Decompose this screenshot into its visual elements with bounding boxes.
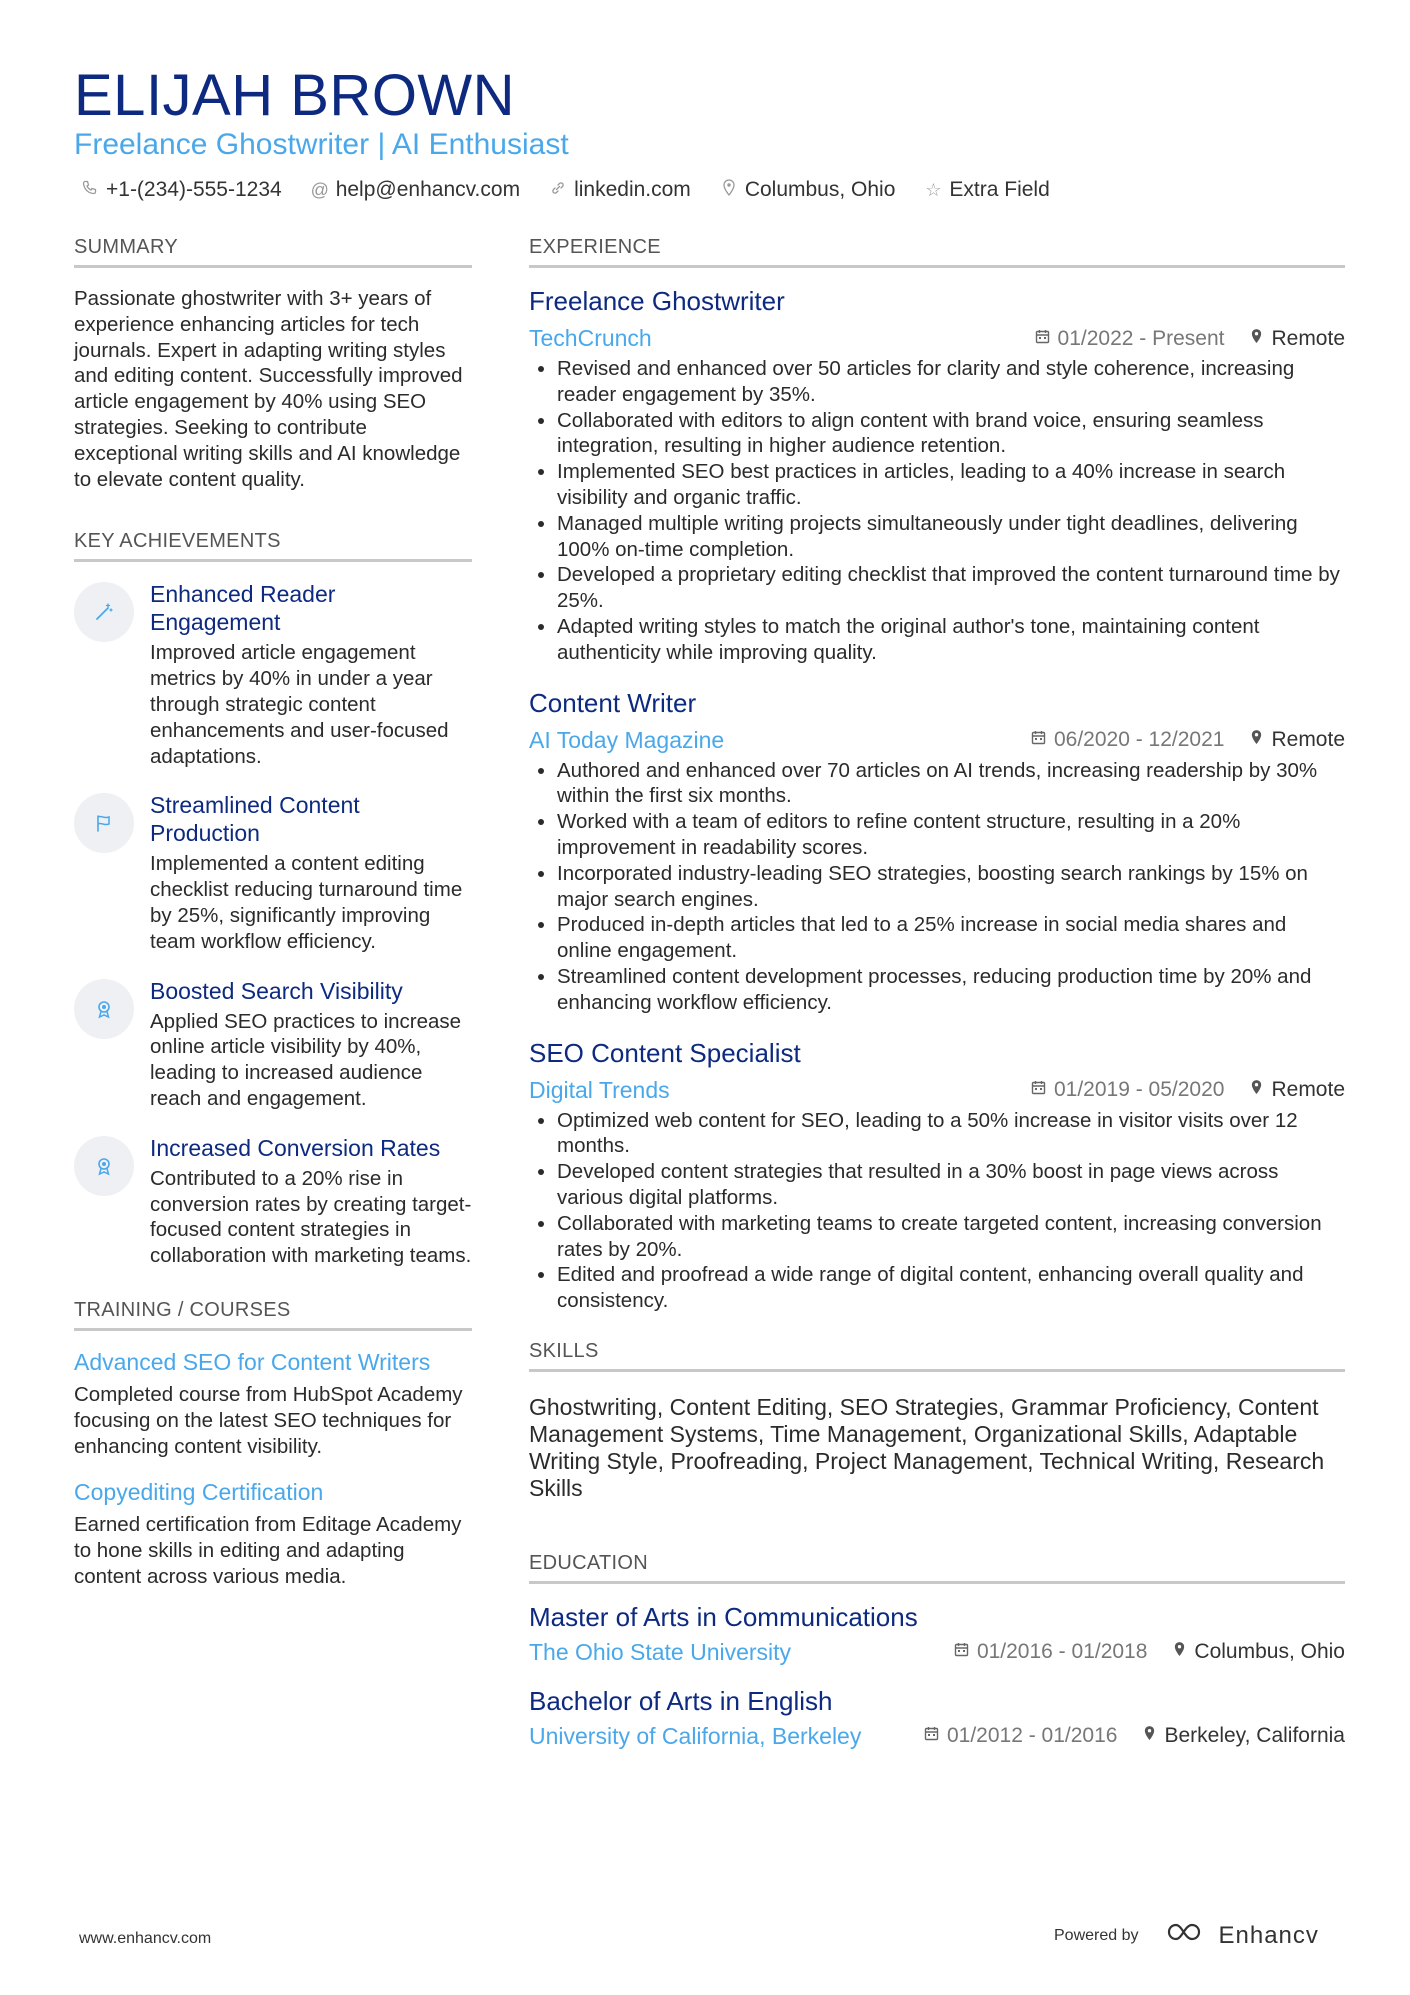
job-bullet: • Produced in-depth articles that led to a 25% increase in social media shares and online engagement. — [557, 912, 1345, 964]
magic-wand-icon — [74, 582, 134, 642]
award-icon — [74, 1136, 134, 1196]
location-icon — [1173, 1641, 1186, 1663]
education-date-text: 01/2016 - 01/2018 — [976, 1640, 1148, 1664]
education-location — [1173, 1640, 1345, 1664]
phone-icon — [80, 180, 100, 201]
course-item — [74, 1479, 472, 1589]
job-location — [1250, 327, 1345, 351]
job-bullet: • Adapted writing styles to match the original author's tone, maintaining content authenticity while improving quality. — [557, 614, 1345, 666]
calendar-icon — [1031, 1080, 1046, 1100]
achievement-item — [74, 1134, 472, 1269]
education-date — [924, 1724, 1117, 1748]
job-bullet: • Implemented SEO best practices in articles, leading to a 40% increase in search visibility and organic traffic. — [557, 459, 1345, 511]
achievement-title: Increased Conversion Rates — [150, 1134, 441, 1161]
award-icon — [74, 979, 134, 1039]
calendar-icon — [954, 1642, 969, 1662]
location-icon — [1250, 729, 1263, 751]
job-bullet: • Worked with a team of editors to refine content structure, resulting in a 20% improvement in readability scores. — [557, 809, 1345, 861]
achievement-text: Improved article engagement metrics by 40% in under a year through strategic content enhancements and user-focused adaptations. — [150, 641, 449, 768]
education-meta — [529, 1723, 1345, 1750]
job-bullet: • Developed a proprietary editing checklist that improved the content turnaround time by 25%. — [557, 562, 1345, 614]
skills-heading: SKILLS — [529, 1340, 1345, 1372]
education-location-text: Berkeley, California — [1164, 1724, 1345, 1748]
job-date — [1031, 1078, 1224, 1102]
summary-text: Passionate ghostwriter with 3+ years of experience enhancing articles for tech journals. Expert in adapting writing styles and editing content. Successfully improved article engagement by 40% using SEO strategies. Seeking to contribute exceptional writing skills and AI knowledge to elevate content quality. — [74, 287, 463, 491]
job-entry — [529, 1038, 1345, 1314]
job-entry — [529, 286, 1345, 666]
location-icon — [1250, 1079, 1263, 1101]
calendar-icon — [924, 1726, 939, 1746]
contact-location-text: Columbus, Ohio — [744, 178, 896, 201]
enhancv-logo-icon — [1165, 1920, 1211, 1951]
achievement-item — [74, 580, 472, 769]
contact-email[interactable] — [310, 178, 520, 202]
job-title: Freelance Ghostwriter — [529, 286, 785, 316]
job-bullet: • Collaborated with marketing teams to create targeted content, increasing conversion rates by 20%. — [557, 1211, 1345, 1263]
contact-linkedin[interactable] — [548, 178, 691, 202]
job-bullets — [529, 758, 1345, 1016]
job-bullet: • Edited and proofread a wide range of digital content, enhancing overall quality and consistency. — [557, 1262, 1345, 1314]
summary-section — [74, 236, 472, 492]
job-location-text: Remote — [1271, 728, 1345, 752]
education-section — [529, 1552, 1345, 1750]
candidate-name: ELIJAH BROWN — [74, 63, 516, 128]
job-meta — [529, 727, 1345, 754]
contact-email-text: help@enhancv.com — [335, 178, 521, 201]
skills-text: Ghostwriting, Content Editing, SEO Strategies, Grammar Proficiency, Content Management Systems, Time Management, Organizational Skills, Adaptable Writing Style, Proofreading, Project Management, Technical Writing, Research Skills — [529, 1393, 1325, 1501]
footer-website[interactable]: www.enhancv.com — [79, 1930, 212, 1947]
course-item — [74, 1349, 472, 1459]
location-icon — [1143, 1725, 1156, 1747]
achievement-item — [74, 977, 472, 1112]
contact-phone-text: +1-(234)-555-1234 — [106, 178, 282, 201]
job-entry — [529, 688, 1345, 1016]
job-date — [1035, 327, 1225, 351]
achievements-section — [74, 530, 472, 1269]
brand-logo[interactable] — [1165, 1920, 1319, 1951]
degree-title: Master of Arts in Communications — [529, 1601, 918, 1632]
company-name: TechCrunch — [529, 325, 652, 351]
calendar-icon — [1031, 730, 1046, 750]
job-title: SEO Content Specialist — [529, 1037, 801, 1068]
job-bullets — [529, 1108, 1345, 1314]
achievements-heading: KEY ACHIEVEMENTS — [74, 530, 472, 562]
job-bullet: • Incorporated industry-leading SEO strategies, boosting search rankings by 15% on major search engines. — [557, 861, 1345, 913]
training-heading: TRAINING / COURSES — [74, 1299, 472, 1331]
link-icon — [548, 180, 568, 201]
job-bullet: • Developed content strategies that resulted in a 30% boost in page views across various digital platforms. — [557, 1159, 1345, 1211]
course-text: Earned certification from Editage Academy to hone skills in editing and adapting content across various media. — [74, 1513, 462, 1588]
job-bullet: • Authored and enhanced over 70 articles on AI trends, increasing readership by 30% within the first six months. — [557, 758, 1345, 810]
at-icon: @ — [310, 179, 329, 200]
education-location-text: Columbus, Ohio — [1194, 1640, 1345, 1664]
footer-branding — [1054, 1920, 1319, 1951]
job-date — [1031, 728, 1224, 752]
achievement-text: Applied SEO practices to increase online article visibility by 40%, leading to increased audience reach and engagement. — [150, 1009, 462, 1110]
company-name: AI Today Magazine — [529, 726, 725, 753]
course-title: Copyediting Certification — [74, 1479, 324, 1506]
job-meta — [529, 1077, 1345, 1104]
job-bullet: • Optimized web content for SEO, leading to a 50% increase in visitor visits over 12 months. — [557, 1108, 1345, 1160]
left-column — [74, 236, 472, 1610]
job-location-text: Remote — [1271, 1078, 1345, 1102]
job-bullet: • Streamlined content development processes, reducing production time by 20% and enhancing workflow efficiency. — [557, 964, 1345, 1016]
skills-section — [529, 1340, 1345, 1502]
location-icon — [719, 179, 739, 202]
education-entry — [529, 1602, 1345, 1666]
star-icon: ☆ — [925, 179, 942, 200]
job-bullet: • Revised and enhanced over 50 articles for clarity and style coherence, increasing reader engagement by 35%. — [557, 356, 1345, 408]
candidate-tagline: Freelance Ghostwriter | AI Enthusiast — [74, 128, 569, 161]
summary-heading: SUMMARY — [74, 236, 472, 268]
calendar-icon — [1035, 329, 1050, 349]
contact-phone[interactable] — [80, 178, 282, 202]
training-section — [74, 1299, 472, 1590]
education-meta — [529, 1639, 1345, 1666]
education-entry — [529, 1686, 1345, 1750]
course-text: Completed course from HubSpot Academy focusing on the latest SEO techniques for enhancing content visibility. — [74, 1382, 463, 1458]
achievement-item — [74, 791, 472, 954]
achievement-title: Streamlined Content Production — [150, 792, 360, 847]
achievement-title: Enhanced Reader Engagement — [150, 581, 336, 636]
job-location — [1250, 1078, 1345, 1102]
education-date-text: 01/2012 - 01/2016 — [946, 1724, 1118, 1748]
powered-by-text: Powered by — [1054, 1926, 1139, 1944]
job-bullet: • Managed multiple writing projects simultaneously under tight deadlines, delivering 100% on-time completion. — [557, 511, 1345, 563]
job-location — [1250, 728, 1345, 752]
experience-section — [529, 236, 1345, 1314]
contact-extra-text: Extra Field — [949, 178, 1050, 201]
degree-title: Bachelor of Arts in English — [529, 1685, 833, 1716]
education-date — [954, 1640, 1147, 1664]
course-title: Advanced SEO for Content Writers — [74, 1348, 431, 1375]
achievement-text: Contributed to a 20% rise in conversion rates by creating target-focused content strategies in collaboration with marketing teams. — [150, 1166, 472, 1268]
contact-linkedin-text: linkedin.com — [574, 178, 691, 201]
achievement-title: Boosted Search Visibility — [150, 977, 403, 1004]
company-name: Digital Trends — [529, 1076, 670, 1103]
school-name: University of California, Berkeley — [529, 1722, 862, 1749]
education-location — [1143, 1724, 1345, 1748]
job-bullet: • Collaborated with editors to align content with brand voice, ensuring seamless integration, resulting in higher audience retention. — [557, 408, 1345, 460]
brand-name: Enhancv — [1218, 1921, 1319, 1949]
right-column — [529, 236, 1345, 1770]
job-date-text: 01/2019 - 05/2020 — [1053, 1078, 1225, 1102]
experience-heading: EXPERIENCE — [529, 236, 1345, 268]
flag-icon — [74, 793, 134, 853]
contact-extra — [923, 178, 1049, 202]
job-bullets — [529, 356, 1345, 666]
education-heading: EDUCATION — [529, 1552, 1345, 1584]
achievement-text: Implemented a content editing checklist reducing turnaround time by 25%, significantly improving team workflow efficiency. — [150, 852, 463, 953]
job-meta — [529, 325, 1345, 352]
contact-bar — [80, 178, 1050, 202]
location-icon — [1250, 328, 1263, 350]
contact-location — [719, 178, 896, 202]
job-date-text: 06/2020 - 12/2021 — [1053, 728, 1225, 752]
job-location-text: Remote — [1271, 326, 1345, 350]
job-title: Content Writer — [529, 687, 697, 718]
job-date-text: 01/2022 - Present — [1057, 326, 1225, 350]
school-name: The Ohio State University — [529, 1638, 792, 1665]
